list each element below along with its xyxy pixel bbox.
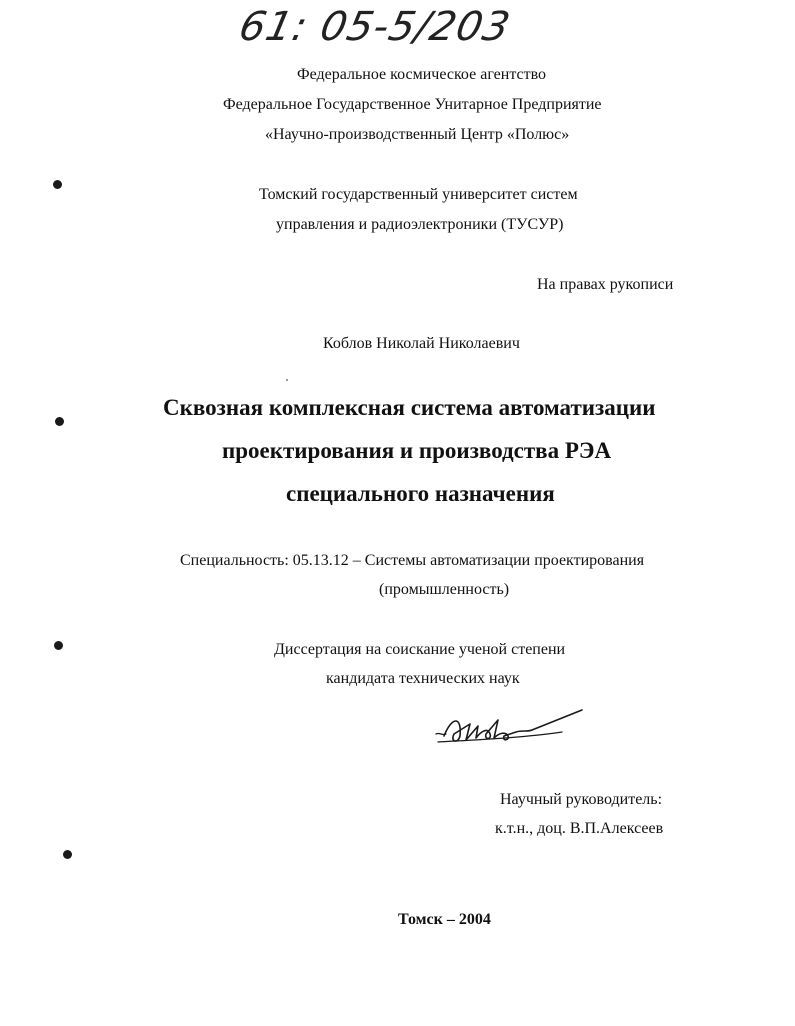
title-line-2: проектирования и производства РЭА	[222, 438, 612, 463]
specialty-line-1: Специальность: 05.13.12 – Системы автоматизации проектирования	[180, 552, 645, 569]
binding-hole-mark	[54, 641, 63, 650]
manuscript-note: На правах рукописи	[537, 276, 674, 293]
specialty-line-2: (промышленность)	[379, 581, 510, 598]
scan-speck	[286, 379, 288, 381]
enterprise-line: Федеральное Государственное Унитарное Предприятие	[223, 96, 602, 113]
supervisor-name: к.т.н., доц. В.П.Алексеев	[495, 820, 664, 837]
supervisor-label: Научный руководитель:	[500, 791, 663, 808]
binding-hole-mark	[63, 850, 72, 859]
degree-line-2: кандидата технических наук	[326, 670, 520, 687]
title-line-1: Сквозная комплексная система автоматизации	[163, 395, 656, 420]
agency-line: Федеральное космическое агентство	[297, 66, 547, 83]
title-line-3: специального назначения	[286, 481, 555, 506]
university-line-2: управления и радиоэлектроники (ТУСУР)	[276, 216, 564, 233]
author-name: Коблов Николай Николаевич	[323, 335, 520, 352]
author-signature	[432, 706, 592, 752]
degree-line-1: Диссертация на соискание ученой степени	[274, 641, 566, 658]
binding-hole-mark	[55, 417, 64, 426]
university-line-1: Томский государственный университет систем	[259, 186, 578, 203]
city-year: Томск – 2004	[398, 911, 491, 928]
binding-hole-mark	[53, 180, 62, 189]
center-line: «Научно-производственный Центр «Полюс»	[265, 126, 570, 143]
archive-number-handwritten: 61: 05-5/203	[235, 4, 515, 50]
